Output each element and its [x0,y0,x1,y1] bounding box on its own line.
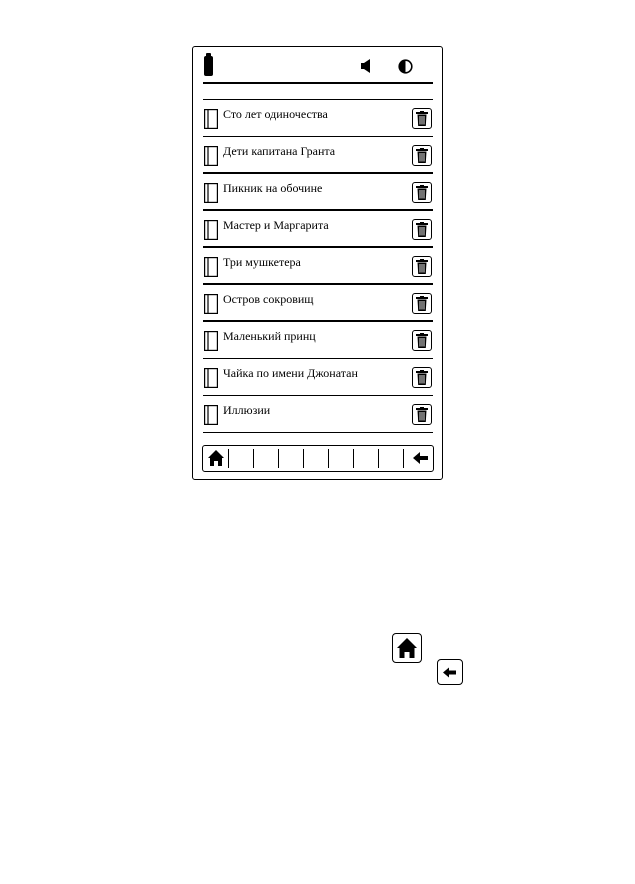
book-row[interactable] [203,285,433,322]
home-icon [396,637,418,659]
trash-icon [416,111,428,126]
bar-separator [328,449,329,468]
trash-icon [416,333,428,348]
trash-icon [416,370,428,385]
delete-button[interactable] [412,219,432,240]
delete-button[interactable] [412,108,432,129]
book-icon [204,368,218,388]
book-row[interactable] [203,174,433,211]
bar-separator [278,449,279,468]
delete-button[interactable] [412,145,432,166]
book-title: Чайка по имени Джонатан [223,366,358,380]
delete-button[interactable] [412,404,432,425]
home-button[interactable] [392,633,422,663]
bar-separator [303,449,304,468]
book-icon [204,109,218,129]
bar-separator [378,449,379,468]
delete-button[interactable] [412,367,432,388]
book-list [203,100,433,433]
trash-icon [416,259,428,274]
book-title: Дети капитана Гранта [223,144,336,158]
delete-button[interactable] [412,182,432,203]
trash-icon [416,222,428,237]
back-button[interactable] [437,659,463,685]
book-row[interactable] [203,100,433,137]
book-title: Пикник на обочине [223,181,323,195]
delete-button[interactable] [412,293,432,314]
bar-separator [253,449,254,468]
book-title: Остров сокровищ [223,292,314,306]
bar-separator [353,449,354,468]
trash-icon [416,185,428,200]
delete-button[interactable] [412,330,432,351]
bar-separator [403,449,404,468]
book-row[interactable] [203,248,433,285]
book-icon [204,146,218,166]
battery-icon [204,56,213,76]
bottom-navigation-bar [202,445,434,472]
book-title: Три мушкетера [223,255,301,269]
e-reader-screen [192,46,443,480]
book-icon [204,183,218,203]
delete-button[interactable] [412,256,432,277]
speaker-icon[interactable] [360,59,372,73]
book-icon [204,257,218,277]
book-icon [204,405,218,425]
book-title: Сто лет одиночества [223,107,328,121]
back-arrow-icon [443,667,457,678]
back-arrow-icon[interactable] [413,451,429,465]
bar-separator [228,449,229,468]
book-title: Мастер и Маргарита [223,218,329,232]
book-title: Иллюзии [223,403,271,417]
header-divider [203,82,433,84]
book-title: Маленький принц [223,329,316,343]
book-row[interactable] [203,211,433,248]
home-icon[interactable] [207,449,225,467]
book-icon [204,331,218,351]
book-row[interactable] [203,396,433,433]
trash-icon [416,148,428,163]
status-bar [193,47,442,83]
book-row[interactable] [203,359,433,396]
book-row[interactable] [203,137,433,174]
book-icon [204,294,218,314]
book-icon [204,220,218,240]
contrast-icon[interactable] [398,59,413,74]
trash-icon [416,296,428,311]
book-row[interactable] [203,322,433,359]
trash-icon [416,407,428,422]
